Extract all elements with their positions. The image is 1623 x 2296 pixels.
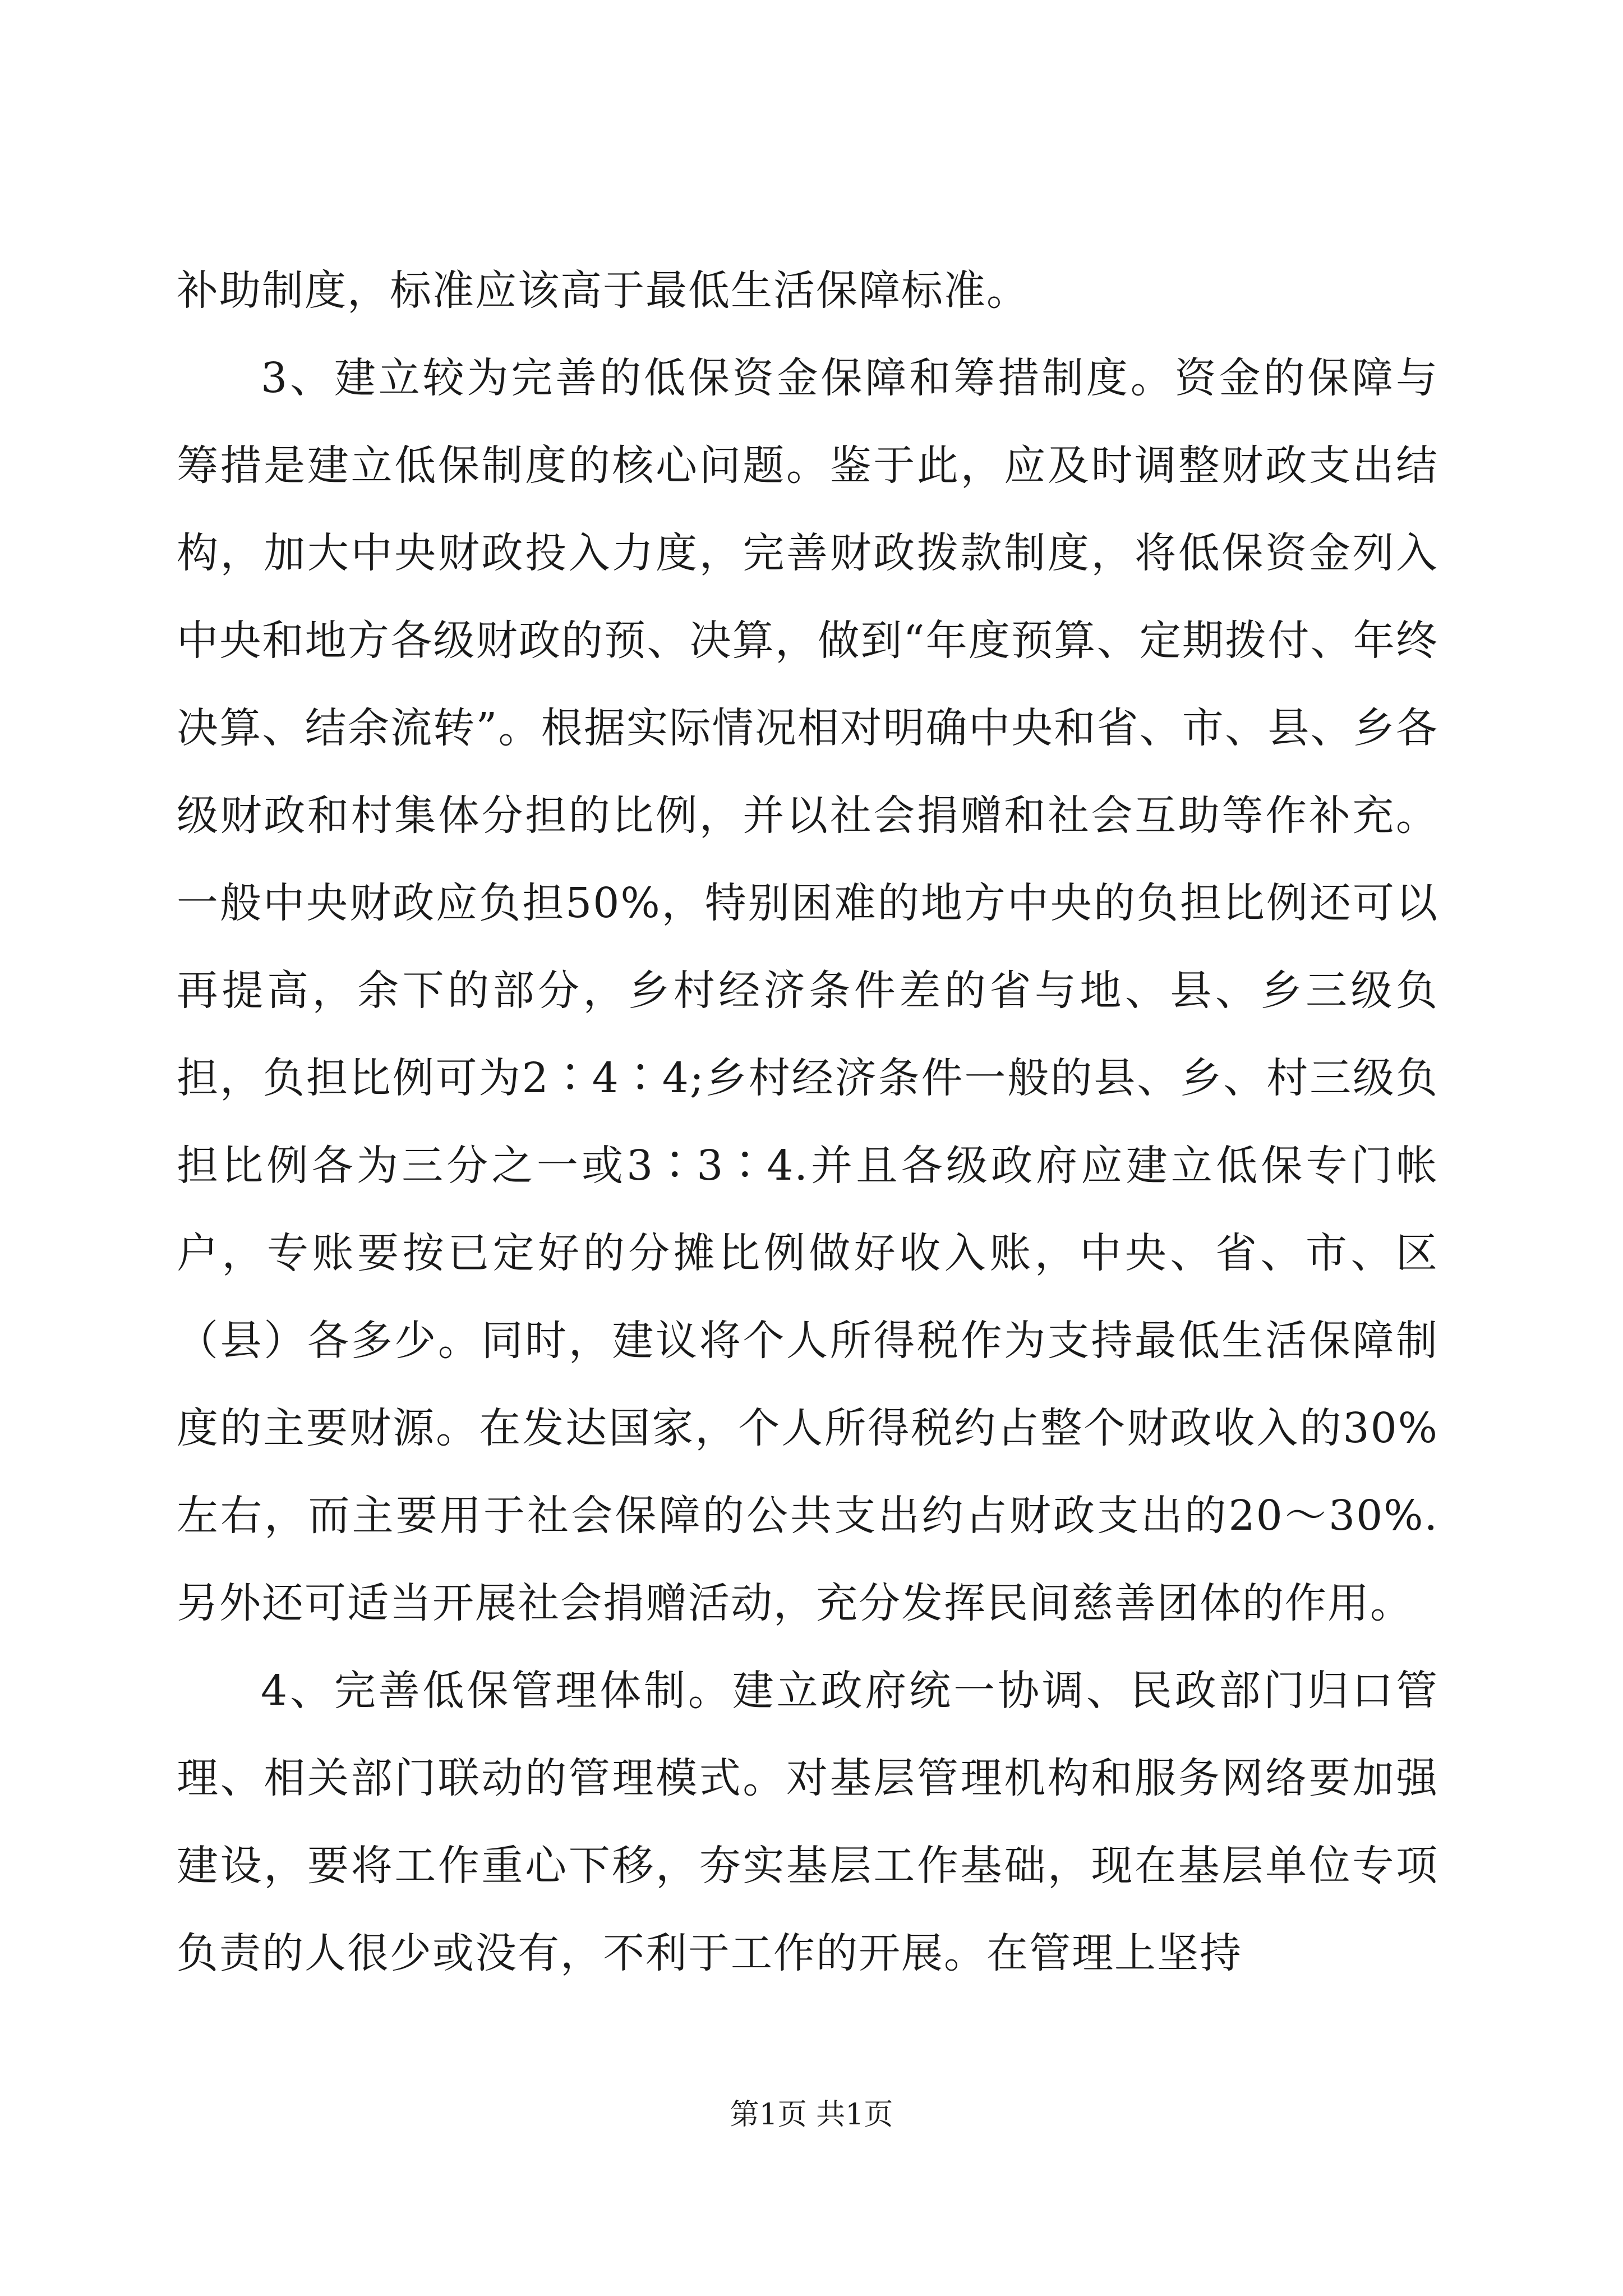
- paragraph-2: 3、建立较为完善的低保资金保障和筹措制度。资金的保障与筹措是建立低保制度的核心问题。鉴于此，应及时调整财政支出结构，加大中央财政投入力度，完善财政拨款制度，将低保资金列入中央和地方各级财政的预、决算，做到“年度预算、定期拨付、年终决算、结余流转”。根据实际情况相对明确中央和省、市、县、乡各级财政和村集体分担的比例，并以社会捐赠和社会互助等作补充。一般中央财政应负担50%，特别困难的地方中央的负担比例还可以再提高，余下的部分，乡村经济条件差的省与地、县、乡三级负担，负担比例可为2∶4∶4;乡村经济条件一般的县、乡、村三级负担比例各为三分之一或3∶3∶4.并且各级政府应建立低保专门帐户，专账要按已定好的分摊比例做好收入账，中央、省、市、区（县）各多少。同时，建议将个人所得税作为支持最低生活保障制度的主要财源。在发达国家，个人所得税约占整个财政收入的30%左右，而主要用于社会保障的公共支出约占财政支出的20～30%.另外还可适当开展社会捐赠活动，充分发挥民间慈善团体的作用。: [177, 354, 1438, 1627]
- page-footer: 第1页 共1页: [730, 2098, 893, 2132]
- paragraph-1: 补助制度，标准应该高于最低生活保障标准。: [177, 266, 1029, 315]
- paragraph-3: 4、完善低保管理体制。建立政府统一协调、民政部门归口管理、相关部门联动的管理模式。对基层管理机构和服务网络要加强建设，要将工作重心下移，夯实基层工作基础，现在基层单位专项负责的人很少或没有，不利于工作的开展。在管理上坚持: [177, 1667, 1438, 1977]
- body-text: [177, 247, 1438, 1997]
